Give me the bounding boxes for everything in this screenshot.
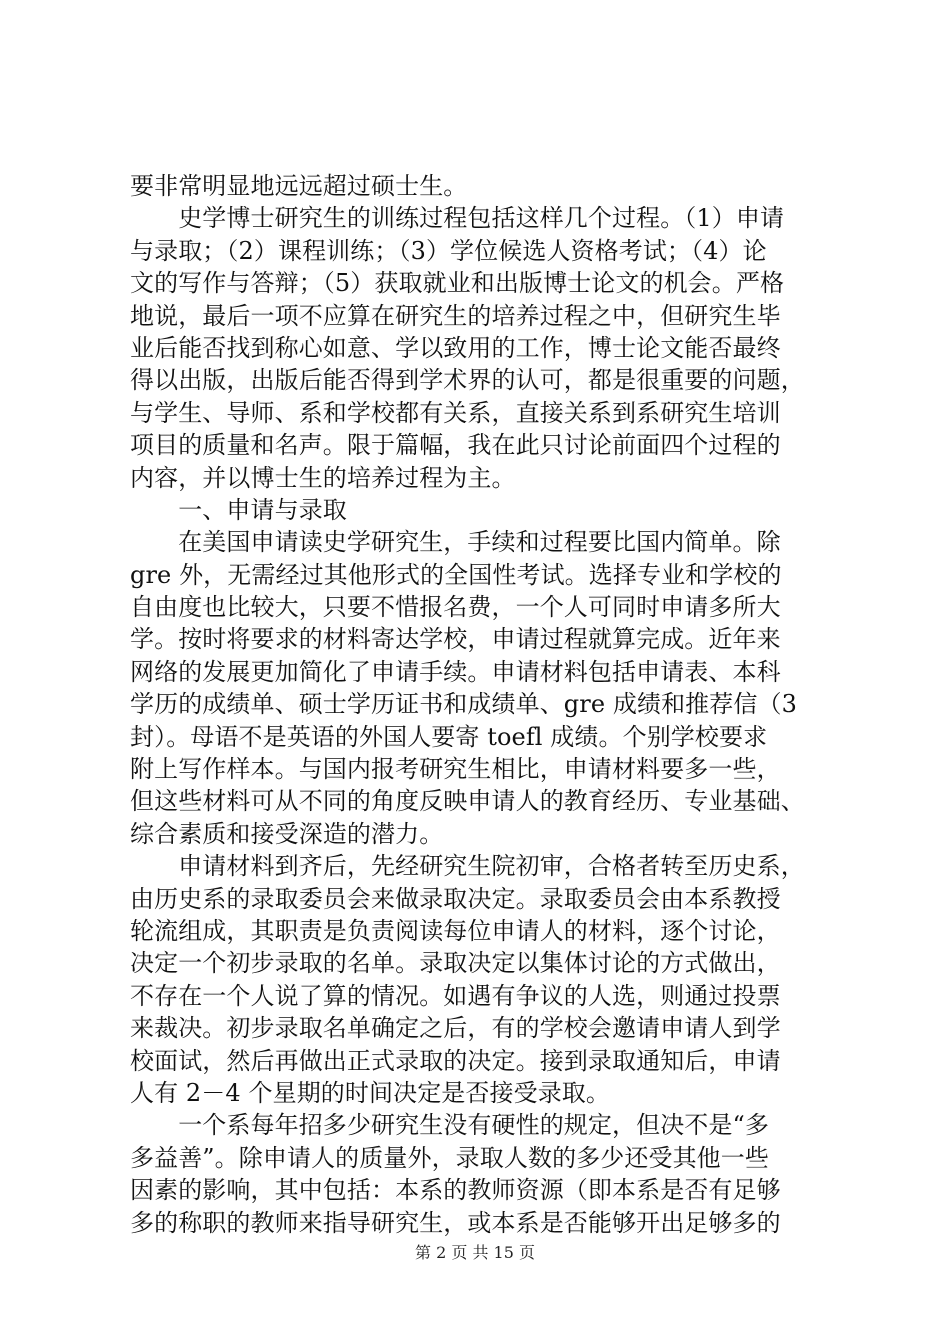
text-line: 内容，并以博士生的培养过程为主。 [130,463,516,492]
section-heading: 一、申请与录取 [130,495,347,524]
text-line: 项目的质量和名声。限于篇幅，我在此只讨论前面四个过程的 [130,431,781,460]
text-line: 综合素质和接受深造的潜力。 [130,819,444,848]
text-line: 校面试，然后再做出正式录取的决定。接到录取通知后，申请 [130,1046,781,1075]
text-line: 与学生、导师、系和学校都有关系，直接关系到系研究生培训 [130,398,781,427]
text-line: 由历史系的录取委员会来做录取决定。录取委员会由本系教授 [130,884,781,913]
document-body [130,170,830,1239]
text-line: 史学博士研究生的训练过程包括这样几个过程。（1）申请 [130,204,785,233]
page-number-footer: 第 2 页 共 15 页 [415,1243,535,1262]
text-line: 人有 2－4 个星期的时间决定是否接受录取。 [130,1078,610,1107]
text-line: 但这些材料可从不同的角度反映申请人的教育经历、专业基础、 [130,787,805,816]
text-line: gre 外，无需经过其他形式的全国性考试。选择专业和学校的 [130,560,782,589]
text-line: 网络的发展更加简化了申请手续。申请材料包括申请表、本科 [130,657,781,686]
text-line: 自由度也比较大，只要不惜报名费，一个人可同时申请多所大 [130,593,781,622]
text-line: 学。按时将要求的材料寄达学校，申请过程就算完成。近年来 [130,625,781,654]
text-line: 决定一个初步录取的名单。录取决定以集体讨论的方式做出， [130,949,781,978]
text-line: 因素的影响，其中包括：本系的教师资源（即本系是否有足够 [130,1176,781,1205]
text-line: 来裁决。初步录取名单确定之后，有的学校会邀请申请人到学 [130,1014,781,1043]
text-line: 申请材料到齐后，先经研究生院初审，合格者转至历史系， [130,852,805,881]
text-line: 轮流组成，其职责是负责阅读每位申请人的材料，逐个讨论， [130,916,781,945]
text-line: 附上写作样本。与国内报考研究生相比，申请材料要多一些， [130,755,781,784]
text-line: 多的称职的教师来指导研究生，或本系是否能够开出足够多的 [130,1208,781,1237]
text-line: 封）。母语不是英语的外国人要寄 toefl 成绩。个别学校要求 [130,722,768,751]
text-line: 多益善”。除申请人的质量外，录取人数的多少还受其他一些 [130,1143,769,1172]
text-line: 要非常明显地远远超过硕士生。 [130,172,468,200]
text-line: 不存在一个人说了算的情况。如遇有争议的人选，则通过投票 [130,981,781,1010]
text-line: 与录取；（2）课程训练；（3）学位候选人资格考试；（4）论 [130,236,767,265]
text-line: 一个系每年招多少研究生没有硬性的规定，但决不是“多 [130,1111,769,1140]
text-line: 在美国申请读史学研究生，手续和过程要比国内简单。除 [130,528,781,557]
text-line: 文的写作与答辩；（5）获取就业和出版博士论文的机会。严格 [130,269,785,298]
text-line: 学历的成绩单、硕士学历证书和成绩单、gre 成绩和推荐信（3 [130,690,797,719]
text-line: 业后能否找到称心如意、学以致用的工作，博士论文能否最终 [130,333,781,362]
text-line: 得以出版，出版后能否得到学术界的认可，都是很重要的问题， [130,366,805,395]
text-line: 地说，最后一项不应算在研究生的培养过程之中，但研究生毕 [130,301,781,330]
